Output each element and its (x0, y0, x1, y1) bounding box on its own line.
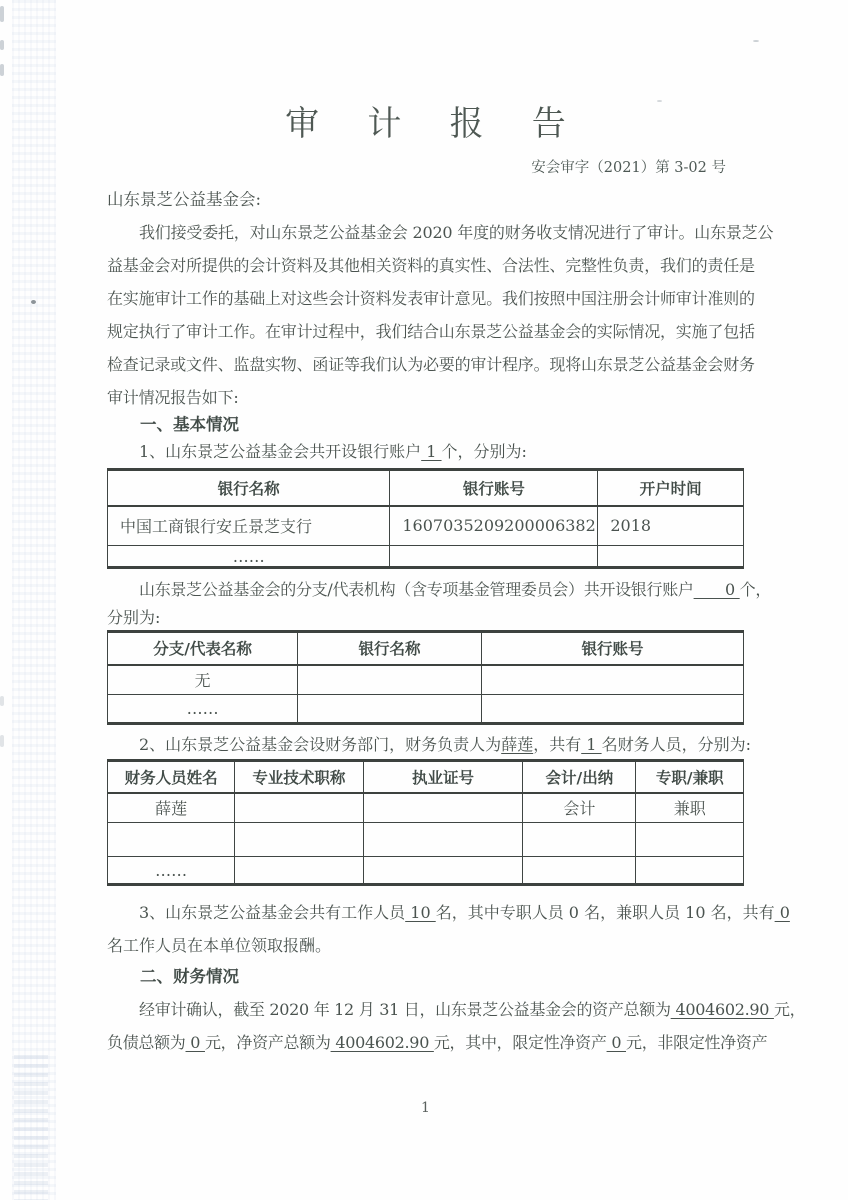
table-header-row (108, 632, 744, 665)
table-cell (523, 823, 636, 857)
column-header: 专职/兼职 (636, 761, 744, 793)
text-segment: 经审计确认，截至 2020 年 12 月 31 日，山东景芝公益基金会的资产总额为 (139, 1000, 671, 1019)
table-cell: …… (108, 546, 390, 568)
staff-count-line2 (107, 929, 744, 962)
financial-summary-line2 (107, 1026, 768, 1059)
table-row (108, 546, 744, 568)
column-header: 银行名称 (108, 470, 390, 506)
table-cell: 薛莲 (108, 793, 235, 823)
text-segment: ，共有 (533, 735, 582, 754)
underlined-value: 0 (185, 1033, 205, 1052)
table-cell (363, 793, 523, 823)
text-segment: 名工作人员在本单位领取报酬。 (107, 936, 332, 955)
column-header: 财务人员姓名 (108, 761, 235, 793)
column-header: 银行账号 (390, 470, 598, 506)
underlined-value: 0 (606, 1033, 627, 1052)
table-cell (363, 823, 523, 857)
table-row (108, 506, 744, 546)
table-cell (298, 695, 482, 724)
paragraph-line: 在实施审计工作的基础上对这些会计资料发表审计意见。我们按照中国注册会计师审计准则的 (107, 289, 755, 308)
text-segment: 元， (773, 1000, 806, 1019)
text-segment: 元，非限定性净资产 (626, 1033, 768, 1052)
underlined-value: 薛莲 (501, 735, 534, 754)
salutation: 山东景芝公益基金会: (107, 190, 262, 209)
text-segment: 山东景芝公益基金会的分支/代表机构（含专项基金管理委员会）共开设银行账户 (139, 580, 694, 599)
column-header: 执业证号 (363, 761, 523, 793)
column-header: 会计/出纳 (523, 761, 636, 793)
paragraph-line: 审计情况报告如下: (107, 388, 239, 407)
paragraph-line: 规定执行了审计工作。在审计过程中，我们结合山东景芝公益基金会的实际情况，实施了包括 (107, 322, 755, 341)
document-number: 安会审字（2021）第 3-02 号 (531, 160, 726, 176)
underlined-value: 0 (774, 903, 790, 922)
branch-accounts-intro-line2 (107, 604, 744, 632)
table-cell (298, 665, 482, 695)
table-cell (481, 695, 743, 724)
table-cell: 无 (108, 665, 298, 695)
text-segment: 名财务人员，分别为: (601, 735, 751, 754)
table-cell: 会计 (523, 793, 636, 823)
scan-edge-artifact (0, 64, 4, 76)
scan-speck (31, 300, 36, 304)
column-header: 银行账号 (481, 632, 743, 665)
scan-speck (753, 40, 759, 42)
column-header: 银行名称 (298, 632, 482, 665)
underlined-value: 4004602.90 (330, 1033, 434, 1052)
table-row (108, 857, 744, 885)
table-cell (108, 823, 235, 857)
report-title: 审 计 报 告 (285, 104, 585, 144)
table-cell: 1607035209200006382 (390, 506, 598, 546)
finance-staff-table (107, 759, 744, 886)
paragraph-line: 我们接受委托，对山东景芝公益基金会 2020 年度的财务收支情况进行了审计。山东景芝公 (139, 223, 774, 242)
text-segment: 1、山东景芝公益基金会共开设银行账户 (139, 442, 422, 461)
text-segment: 负债总额为 (107, 1033, 186, 1052)
underlined-value: 4004602.90 (670, 1000, 774, 1019)
section-heading-basic-info: 一、基本情况 (140, 415, 239, 434)
table-cell (235, 793, 363, 823)
column-header: 分支/代表名称 (108, 632, 298, 665)
bank-accounts-table (107, 468, 744, 569)
table-cell (363, 857, 523, 885)
table-header-row (108, 470, 744, 506)
table-cell: 中国工商银行安丘景芝支行 (108, 506, 390, 546)
table-cell (235, 823, 363, 857)
scan-edge-artifact (0, 6, 4, 22)
table-cell (636, 857, 744, 885)
table-cell: …… (108, 857, 235, 885)
table-cell: …… (108, 695, 298, 724)
underlined-value: 0 (693, 580, 740, 599)
financial-summary-line (107, 993, 806, 1026)
text-segment: 个，分别为: (441, 442, 527, 461)
table-header-row (108, 761, 744, 793)
paragraph-line: 检查记录或文件、监盘实物、函证等我们认为必要的审计程序。现将山东景芝公益基金会财务 (107, 355, 755, 374)
branch-accounts-table (107, 630, 744, 725)
table-cell (481, 665, 743, 695)
scan-noise-band-bottom (14, 1055, 48, 1200)
underlined-value: 10 (405, 903, 436, 922)
underlined-value: 1 (421, 442, 442, 461)
page-number: 1 (421, 1100, 430, 1116)
table-row (108, 695, 744, 724)
text-segment: 2、山东景芝公益基金会设财务部门，财务负责人为 (139, 735, 502, 754)
text-segment: 元，其中，限定性净资产 (433, 1033, 607, 1052)
table-row (108, 823, 744, 857)
table-cell: 2018 (598, 506, 744, 546)
paragraph-line: 益基金会对所提供的会计资料及其他相关资料的真实性、合法性、完整性负责，我们的责任是 (107, 256, 755, 275)
text-segment: 3、山东景芝公益基金会共有工作人员 (139, 903, 406, 922)
bank-account-count-line (107, 438, 744, 466)
column-header: 开户时间 (598, 470, 744, 506)
table-cell (636, 823, 744, 857)
text-segment: 分别为: (107, 608, 161, 627)
table-cell (523, 857, 636, 885)
scan-edge-artifact (0, 696, 4, 706)
intro-paragraph (107, 216, 774, 414)
table-cell: 兼职 (636, 793, 744, 823)
text-segment: 名，其中专职人员 0 名，兼职人员 10 名，共有 (435, 903, 775, 922)
text-segment: 个， (739, 580, 772, 599)
table-row (108, 665, 744, 695)
table-cell (390, 546, 598, 568)
table-row (108, 793, 744, 823)
table-cell (235, 857, 363, 885)
underlined-value: 1 (581, 735, 602, 754)
scan-edge-artifact (0, 40, 4, 50)
table-cell (598, 546, 744, 568)
branch-accounts-intro-line (107, 576, 772, 604)
finance-department-line (107, 731, 751, 759)
text-segment: 元，净资产总额为 (204, 1033, 331, 1052)
staff-count-line (107, 896, 790, 929)
scan-edge-artifact (0, 735, 4, 747)
section-heading-financial: 二、财务情况 (140, 967, 239, 986)
column-header: 专业技术职称 (235, 761, 363, 793)
scan-noise-band (12, 0, 56, 1200)
